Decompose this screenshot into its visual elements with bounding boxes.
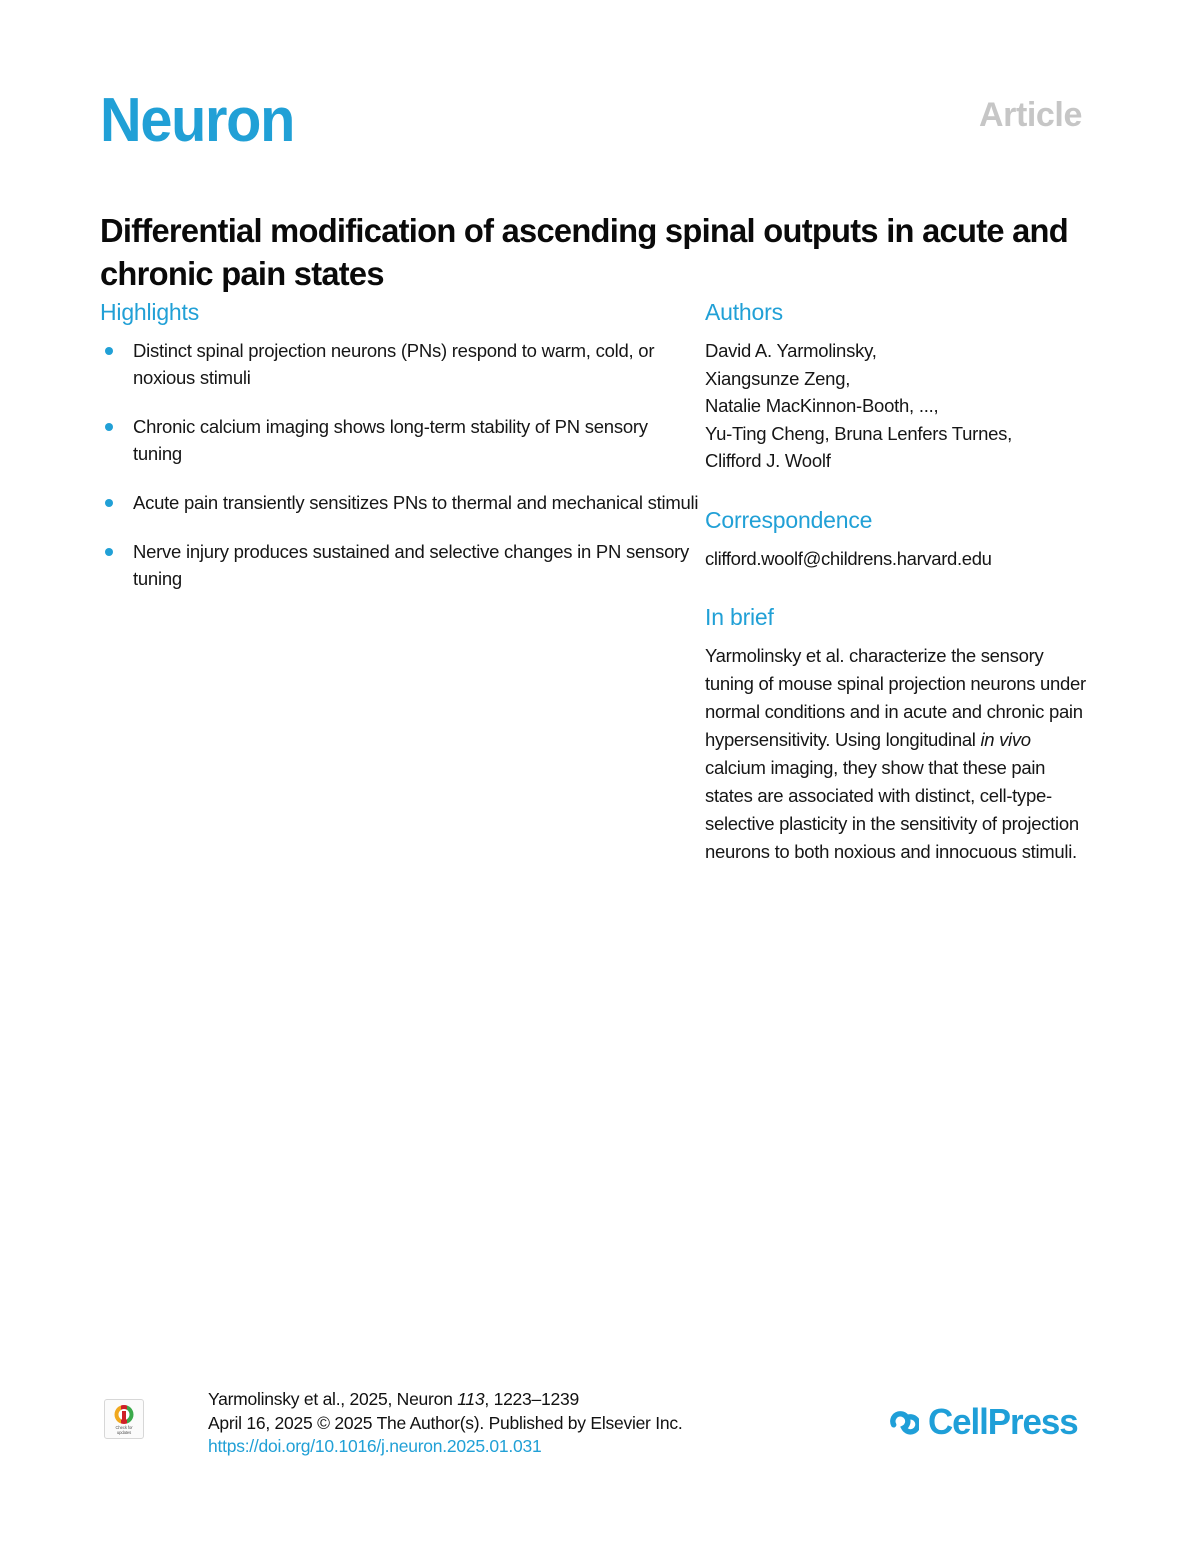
journal-masthead: Neuron (100, 86, 295, 155)
cellpress-logo (879, 1401, 1082, 1442)
list-item (100, 413, 700, 467)
list-item (100, 538, 700, 592)
highlights-list (100, 337, 700, 592)
doi-line (208, 1435, 682, 1459)
citation-pages: , 1223–1239 (484, 1389, 579, 1409)
author-line: Xiangsunze Zeng, (705, 367, 851, 389)
citation-block (208, 1388, 682, 1459)
highlights-heading: Highlights (100, 299, 199, 325)
citation-volume: 113 (457, 1389, 485, 1409)
cellpress-mark-icon (879, 1407, 919, 1437)
doi-link[interactable]: https://doi.org/10.1016/j.neuron.2025.01.031 (208, 1436, 542, 1456)
highlight-text: Distinct spinal projection neurons (PNs) respond to warm, cold, or noxious stimuli (133, 340, 655, 388)
bullet-icon (105, 347, 113, 355)
in-brief-heading: In brief (705, 604, 774, 630)
highlight-text: Nerve injury produces sustained and selective changes in PN sensory tuning (133, 541, 690, 589)
in-brief-text-part1: Yarmolinsky et al. characterize the sensory tuning of mouse spinal projection neurons under normal conditions and in acute and chronic pain hypersensitivity. Using longitudinal (705, 645, 1086, 750)
authors-section (705, 298, 1090, 866)
page-title: Differential modification of ascending spinal outputs in acute and chronic pain states (100, 213, 1068, 294)
copyright-line: April 16, 2025 © 2025 The Author(s). Published by Elsevier Inc. (208, 1412, 683, 1433)
in-brief-italic-term: in vivo (980, 729, 1031, 750)
bullet-icon (105, 423, 113, 431)
in-brief-text (705, 642, 1090, 866)
authors-list (705, 337, 1090, 475)
highlights-section (100, 298, 700, 592)
article-type-label: Article (978, 96, 1082, 134)
in-brief-text-part2: calcium imaging, they show that these pain states are associated with distinct, cell-type-selective plasticity in the sensitivity of projection neurons to both noxious and innocuous stimuli. (705, 757, 1079, 862)
citation-prefix: Yarmolinsky et al., 2025, Neuron (208, 1389, 458, 1409)
page-header (100, 86, 1082, 180)
highlight-text: Acute pain transiently sensitizes PNs to thermal and mechanical stimuli (133, 492, 699, 513)
author-line: Natalie MacKinnon-Booth, ..., (705, 395, 939, 416)
list-item (100, 337, 700, 391)
author-line: Clifford J. Woolf (705, 450, 831, 471)
highlight-text: Chronic calcium imaging shows long-term stability of PN sensory tuning (133, 416, 648, 464)
crossmark-badge[interactable] (104, 1399, 144, 1439)
page-footer (100, 1388, 1082, 1478)
crossmark-icon-bar (122, 1411, 126, 1421)
crossmark-label-line2: updates (116, 1430, 132, 1435)
list-item (100, 489, 700, 516)
bullet-icon (105, 499, 113, 507)
citation-line (208, 1388, 682, 1412)
crossmark-label (105, 1425, 143, 1435)
authors-heading: Authors (705, 299, 783, 325)
bullet-icon (105, 548, 113, 556)
author-line: David A. Yarmolinsky, (705, 340, 877, 361)
correspondence-heading: Correspondence (705, 506, 873, 533)
cellpress-wordmark: CellPress (927, 1401, 1078, 1442)
crossmark-label-line1: Check for (115, 1425, 133, 1430)
author-line: Yu-Ting Cheng, Bruna Lenfers Turnes, (705, 422, 1013, 444)
correspondence-email[interactable]: clifford.woolf@childrens.harvard.edu (705, 547, 992, 569)
